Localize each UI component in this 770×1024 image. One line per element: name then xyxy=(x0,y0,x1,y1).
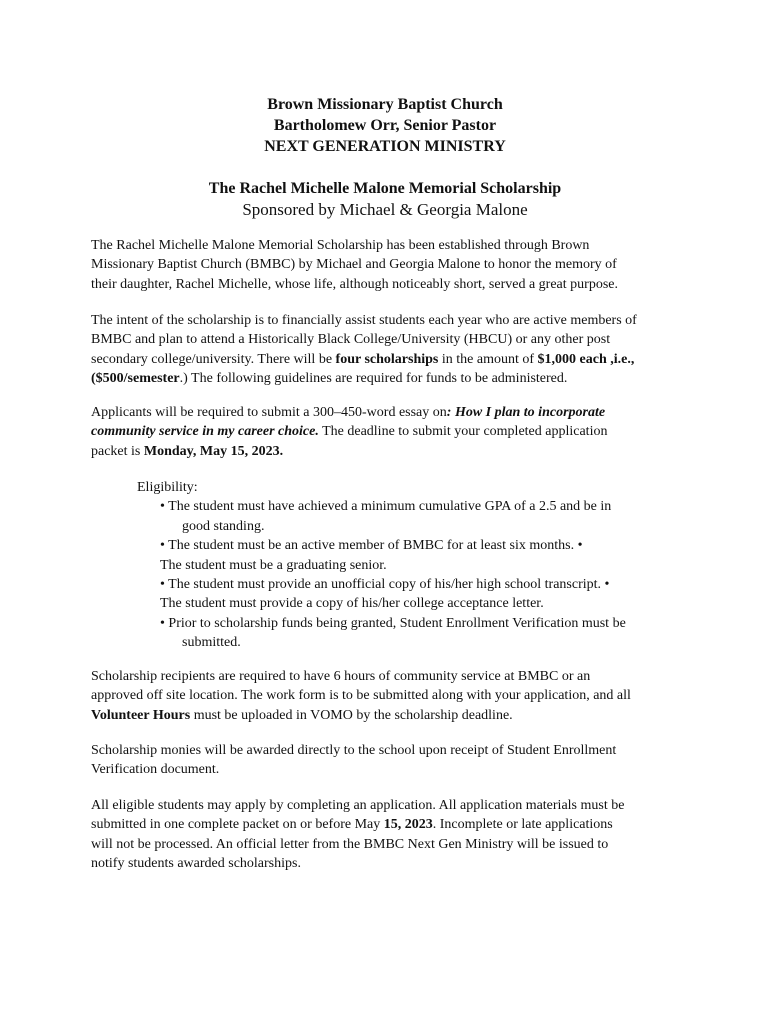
scholarship-amount: $1,000 each ,i.e., xyxy=(537,351,635,367)
text-line: All eligible students may apply by completing an application. All application materials must be xyxy=(91,798,625,813)
text-line: approved off site location. The work form is to be submitted along with your application, and all xyxy=(91,688,631,704)
essay-topic: : How I plan to incorporate xyxy=(446,405,606,420)
text-line: Scholarship monies will be awarded directly to the school upon receipt of Student Enrollment xyxy=(91,743,617,758)
eligibility-item: • Prior to scholarship funds being granted, Student Enrollment Verification must be xyxy=(160,615,626,631)
text-run: .) The following guidelines are required for funds to be administered. xyxy=(179,371,568,387)
text-line: The Rachel Michelle Malone Memorial Scholarship has been established through Brown xyxy=(91,238,590,253)
pastor-name: Bartholomew Orr, Senior Pastor xyxy=(273,117,497,134)
eligibility-item: • The student must have achieved a minimum cumulative GPA of a 2.5 and be in xyxy=(160,499,612,515)
paragraph-intent xyxy=(91,311,691,389)
text-line xyxy=(91,815,691,834)
paragraph-application xyxy=(91,796,691,874)
text-run: submitted in one complete packet on or before May xyxy=(91,817,384,833)
letterhead xyxy=(0,94,770,157)
text-line: notify students awarded scholarships. xyxy=(91,856,301,872)
paragraph-community-service xyxy=(91,667,691,725)
church-name: Brown Missionary Baptist Church xyxy=(267,96,503,113)
essay-topic-cont: community service in my career choice. xyxy=(91,424,319,440)
eligibility-item-cont: The student must provide a copy of his/her college acceptance letter. xyxy=(160,596,544,612)
text-line: The intent of the scholarship is to financially assist students each year who are active members of xyxy=(91,313,637,328)
scholarship-sponsor: Sponsored by Michael & Georgia Malone xyxy=(242,200,528,219)
scholarship-title: The Rachel Michelle Malone Memorial Scholarship xyxy=(208,180,562,197)
text-line: Scholarship recipients are required to have 6 hours of community service at BMBC or an xyxy=(91,669,591,684)
eligibility-item-cont: good standing. xyxy=(182,518,265,534)
text-run: packet is xyxy=(91,443,144,459)
eligibility-item: • The student must provide an unofficial copy of his/her high school transcript. • xyxy=(160,577,610,593)
eligibility-item-cont: submitted. xyxy=(182,635,241,651)
text-line xyxy=(91,369,691,388)
submission-date: 15, 2023 xyxy=(383,817,433,833)
semester-amount: ($500/semester xyxy=(91,371,180,387)
eligibility-item-cont: The student must be a graduating senior. xyxy=(160,557,387,573)
text-run: in the amount of xyxy=(438,351,538,367)
eligibility-item: • The student must be an active member of BMBC for at least six months. • xyxy=(160,538,583,554)
text-run: must be uploaded in VOMO by the scholarship deadline. xyxy=(190,707,513,723)
text-run: . Incomplete or late applications xyxy=(432,817,613,833)
text-line: Missionary Baptist Church (BMBC) by Michael and Georgia Malone to honor the memory of xyxy=(91,257,617,273)
text-line xyxy=(91,403,691,422)
text-run: The deadline to submit your completed application xyxy=(318,424,608,440)
text-line xyxy=(91,706,691,725)
text-line: will not be processed. An official letter from the BMBC Next Gen Ministry will be issued to xyxy=(91,836,609,852)
text-line: Verification document. xyxy=(91,762,220,778)
text-line xyxy=(91,350,691,369)
text-run: Applicants will be required to submit a 300–450-word essay on xyxy=(91,405,447,420)
deadline-date: Monday, May 15, 2023. xyxy=(143,443,284,459)
paragraph-monies xyxy=(91,741,691,780)
paragraph-essay xyxy=(91,403,691,461)
text-run: secondary college/university. There will be xyxy=(91,351,336,367)
volunteer-hours: Volunteer Hours xyxy=(91,707,191,723)
scholarship-count: four scholarships xyxy=(335,351,439,367)
eligibility-heading: Eligibility: xyxy=(137,480,198,495)
text-line: their daughter, Rachel Michelle, whose life, although noticeably short, served a great purpose. xyxy=(91,276,618,292)
eligibility-section xyxy=(0,478,770,653)
paragraph-intro xyxy=(91,236,691,294)
text-line xyxy=(91,422,691,441)
text-line xyxy=(91,442,691,461)
text-line: BMBC and plan to attend a Historically Black College/University (HBCU) or any other post xyxy=(91,332,611,348)
scholarship-title-block xyxy=(0,178,770,221)
ministry-name: NEXT GENERATION MINISTRY xyxy=(264,138,506,155)
